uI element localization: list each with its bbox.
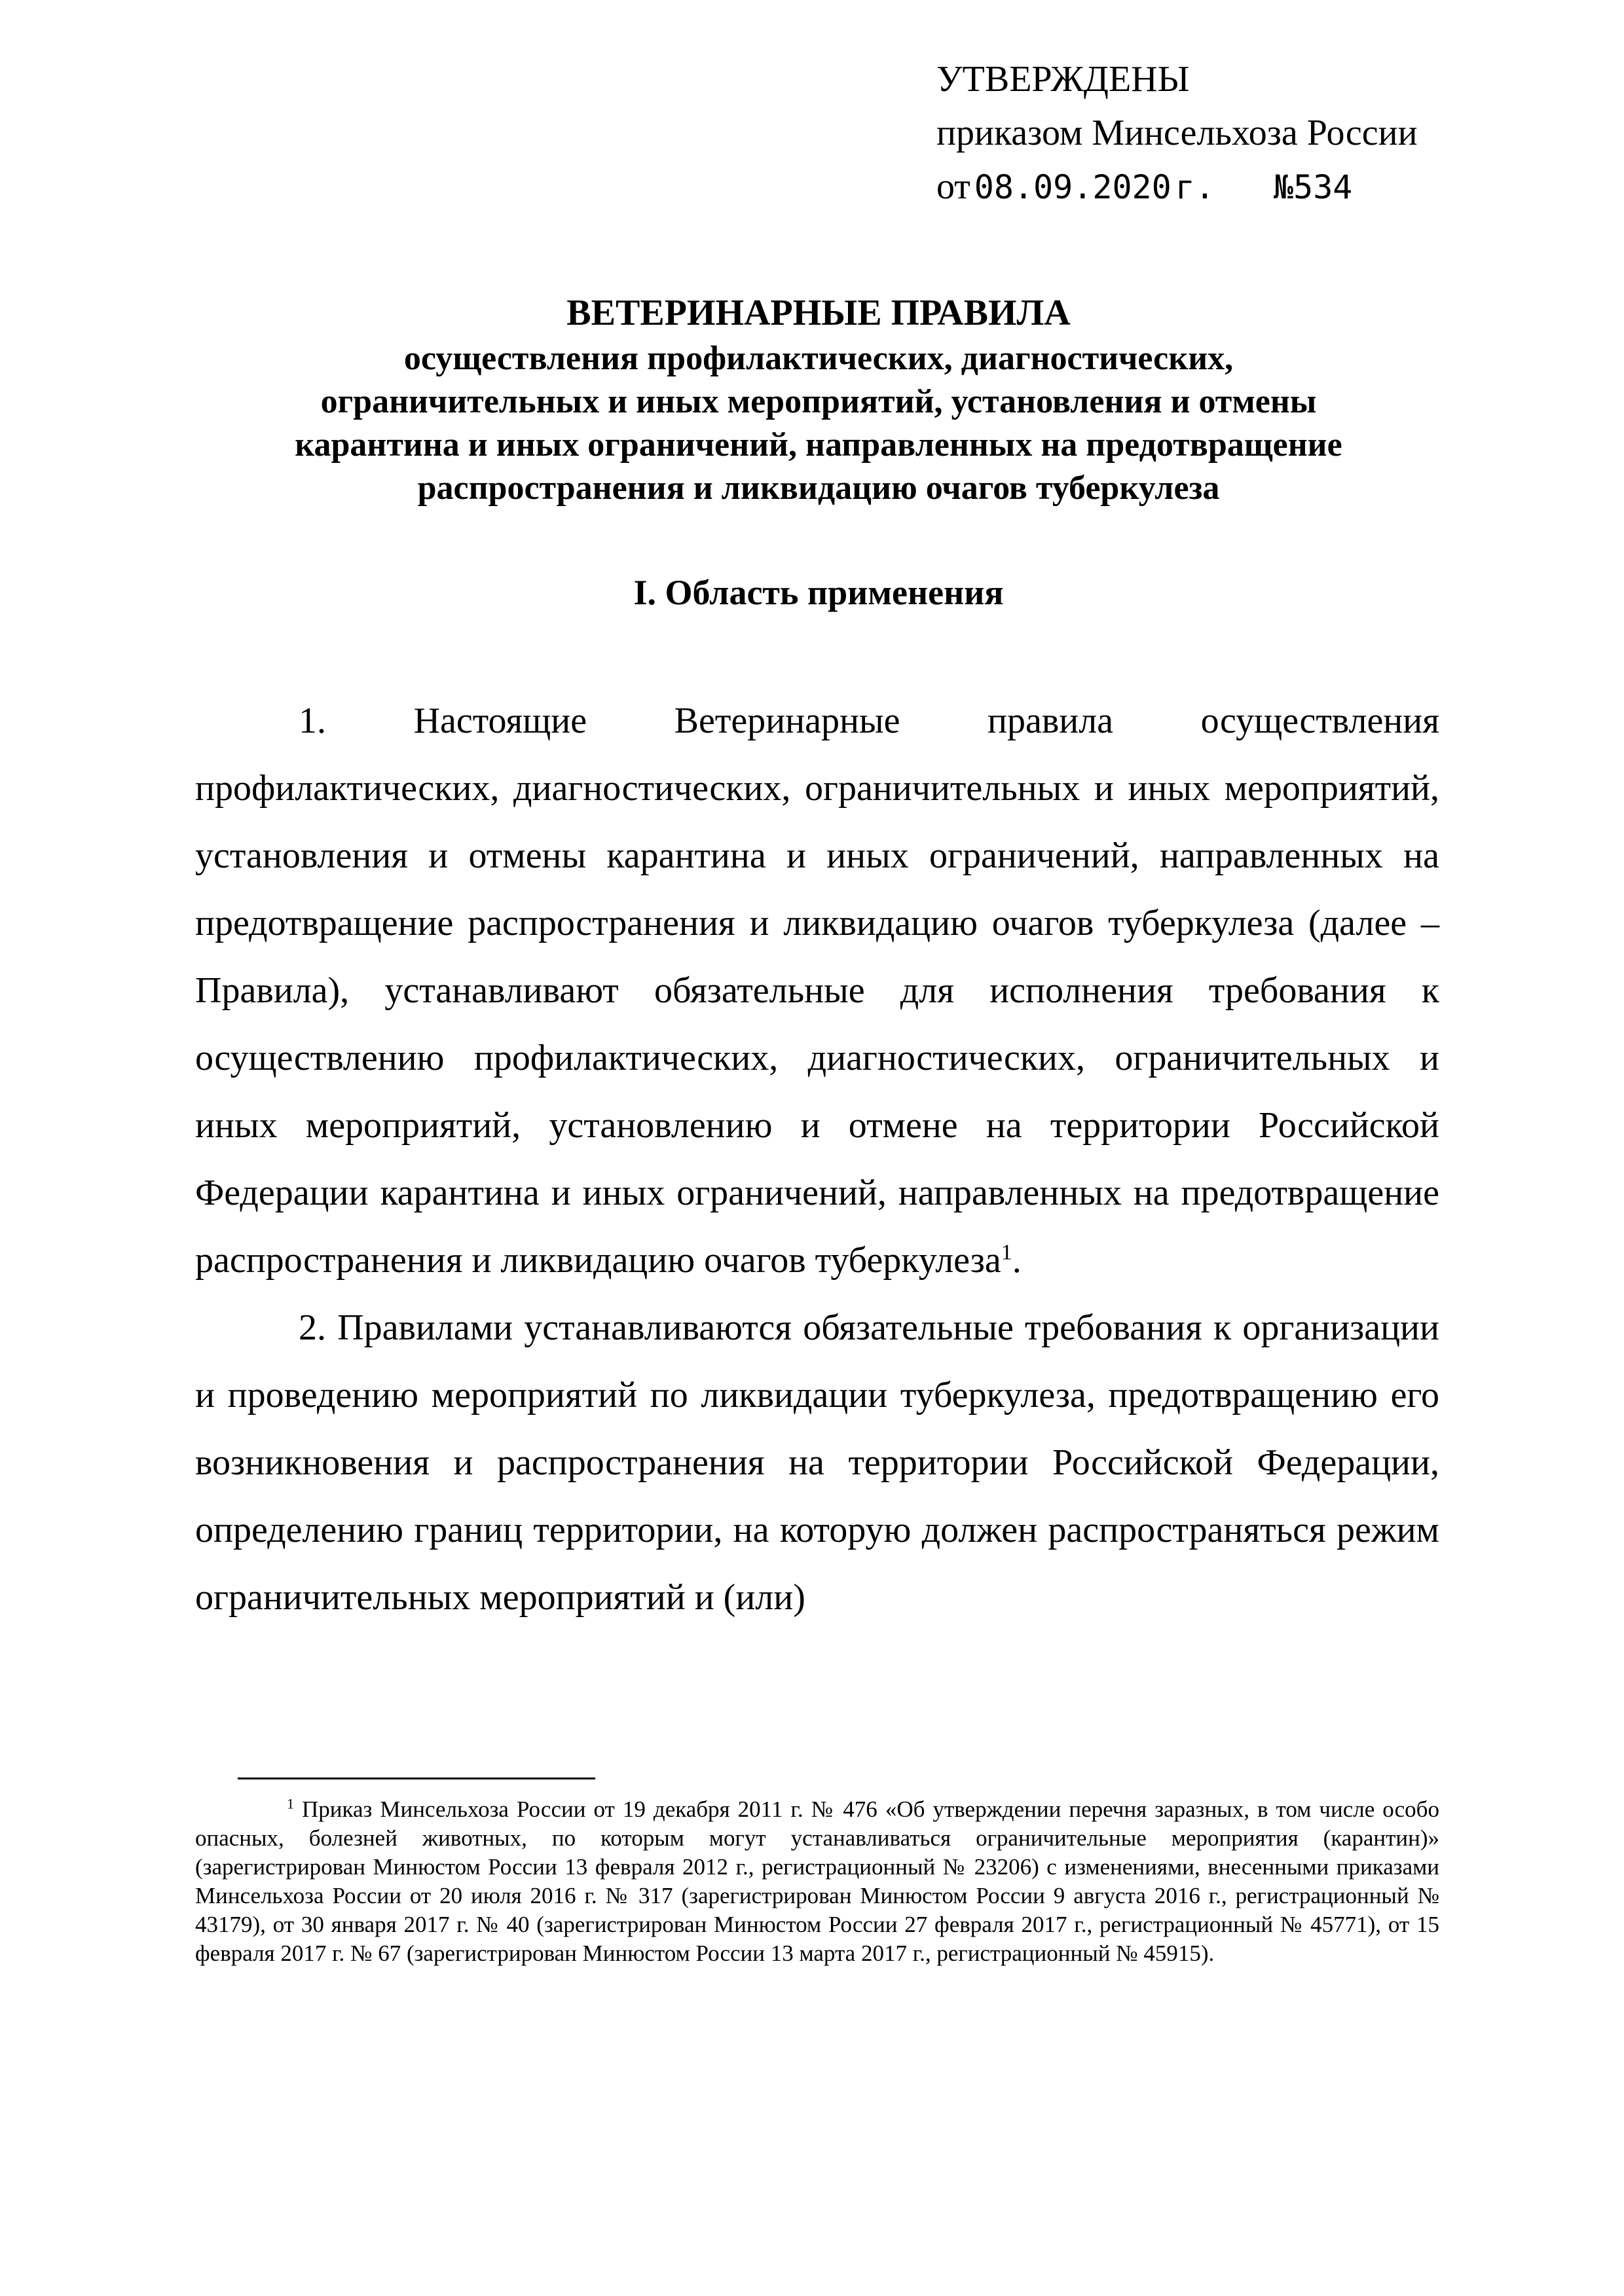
paragraph-2 <box>195 1294 1439 1631</box>
paragraph-1 <box>195 687 1439 1294</box>
footnote-marker: 1 <box>287 1795 294 1812</box>
approval-date-line <box>936 160 1526 214</box>
approval-stamp <box>936 52 1526 214</box>
document-title <box>164 291 1473 510</box>
title-subtitle-line: распространения и ликвидацию очагов туберкулеза <box>417 469 1220 507</box>
footnote-text: Приказ Минсельхоза России от 19 декабря 2011 г. № 476 «Об утверждении перечня заразных, в том числе особо опасных, болезней животных, по которым могут устанавливаться ограничительные мероприятия (карантин)» (зарегистрирован Минюстом России 13 февраля 2012 г., регистрационный № 23206) с изменениями, внесенными приказами Минсельхоза России от 20 июля 2016 г. № 317 (зарегистрирован Минюстом России 9 августа 2016 г., регистрационный № 43179), от 30 января 2017 г. № 40 (зарегистрирован Минюстом России 27 февраля 2017 г., регистрационный № 45771), от 15 февраля 2017 г. № 67 (зарегистрирован Минюстом России 13 марта 2017 г., регистрационный № 45915). <box>195 1796 1439 1966</box>
approval-date: 08.09.2020 <box>974 168 1172 206</box>
footnote-separator <box>238 1777 595 1779</box>
paragraph-1-text: 1. Настоящие Ветеринарные правила осуществления профилактических, диагностических, ограничительных и иных мероприятий, установления и отмены карантина и иных ограничений, направленных на предотвращение распространения и ликвидацию очагов туберкулеза (далее – Правила), устанавливают обязательные для исполнения требования к осуществлению профилактических, диагностических, ограничительных и иных мероприятий, установлению и отмене на территории Российской Федерации карантина и иных ограничений, направленных на предотвращение распространения и ликвидацию очагов туберкулеза <box>195 701 1439 1281</box>
document-body <box>195 687 1439 1631</box>
footnote <box>195 1795 1439 1968</box>
paragraph-2-text: 2. Правилами устанавливаются обязательные требования к организации и проведению мероприятий по ликвидации туберкулеза, предотвращению его возникновения и распространения на территории Российской Федерации, определению границ территории, на которую должен распространяться режим ограничительных мероприятий и (или) <box>195 1307 1439 1618</box>
title-subtitle-line: ограничительных и иных мероприятий, установления и отмены <box>320 383 1317 420</box>
approval-label: УТВЕРЖДЕНЫ <box>936 59 1190 100</box>
approval-order-by: приказом Минсельхоза России <box>936 113 1418 153</box>
section-heading: I. Область применения <box>633 573 1004 612</box>
paragraph-1-tail: . <box>1012 1240 1022 1281</box>
approval-date-prefix: от <box>936 166 970 207</box>
title-main: ВЕТЕРИНАРНЫЕ ПРАВИЛА <box>566 293 1071 333</box>
title-subtitle-line: осуществления профилактических, диагностических, <box>403 340 1234 377</box>
title-subtitle-line: карантина и иных ограничений, направленных на предотвращение <box>295 426 1342 464</box>
approval-number: №534 <box>1273 168 1353 206</box>
approval-year-suffix: г. <box>1175 168 1215 206</box>
footnote-reference: 1 <box>1001 1240 1012 1265</box>
